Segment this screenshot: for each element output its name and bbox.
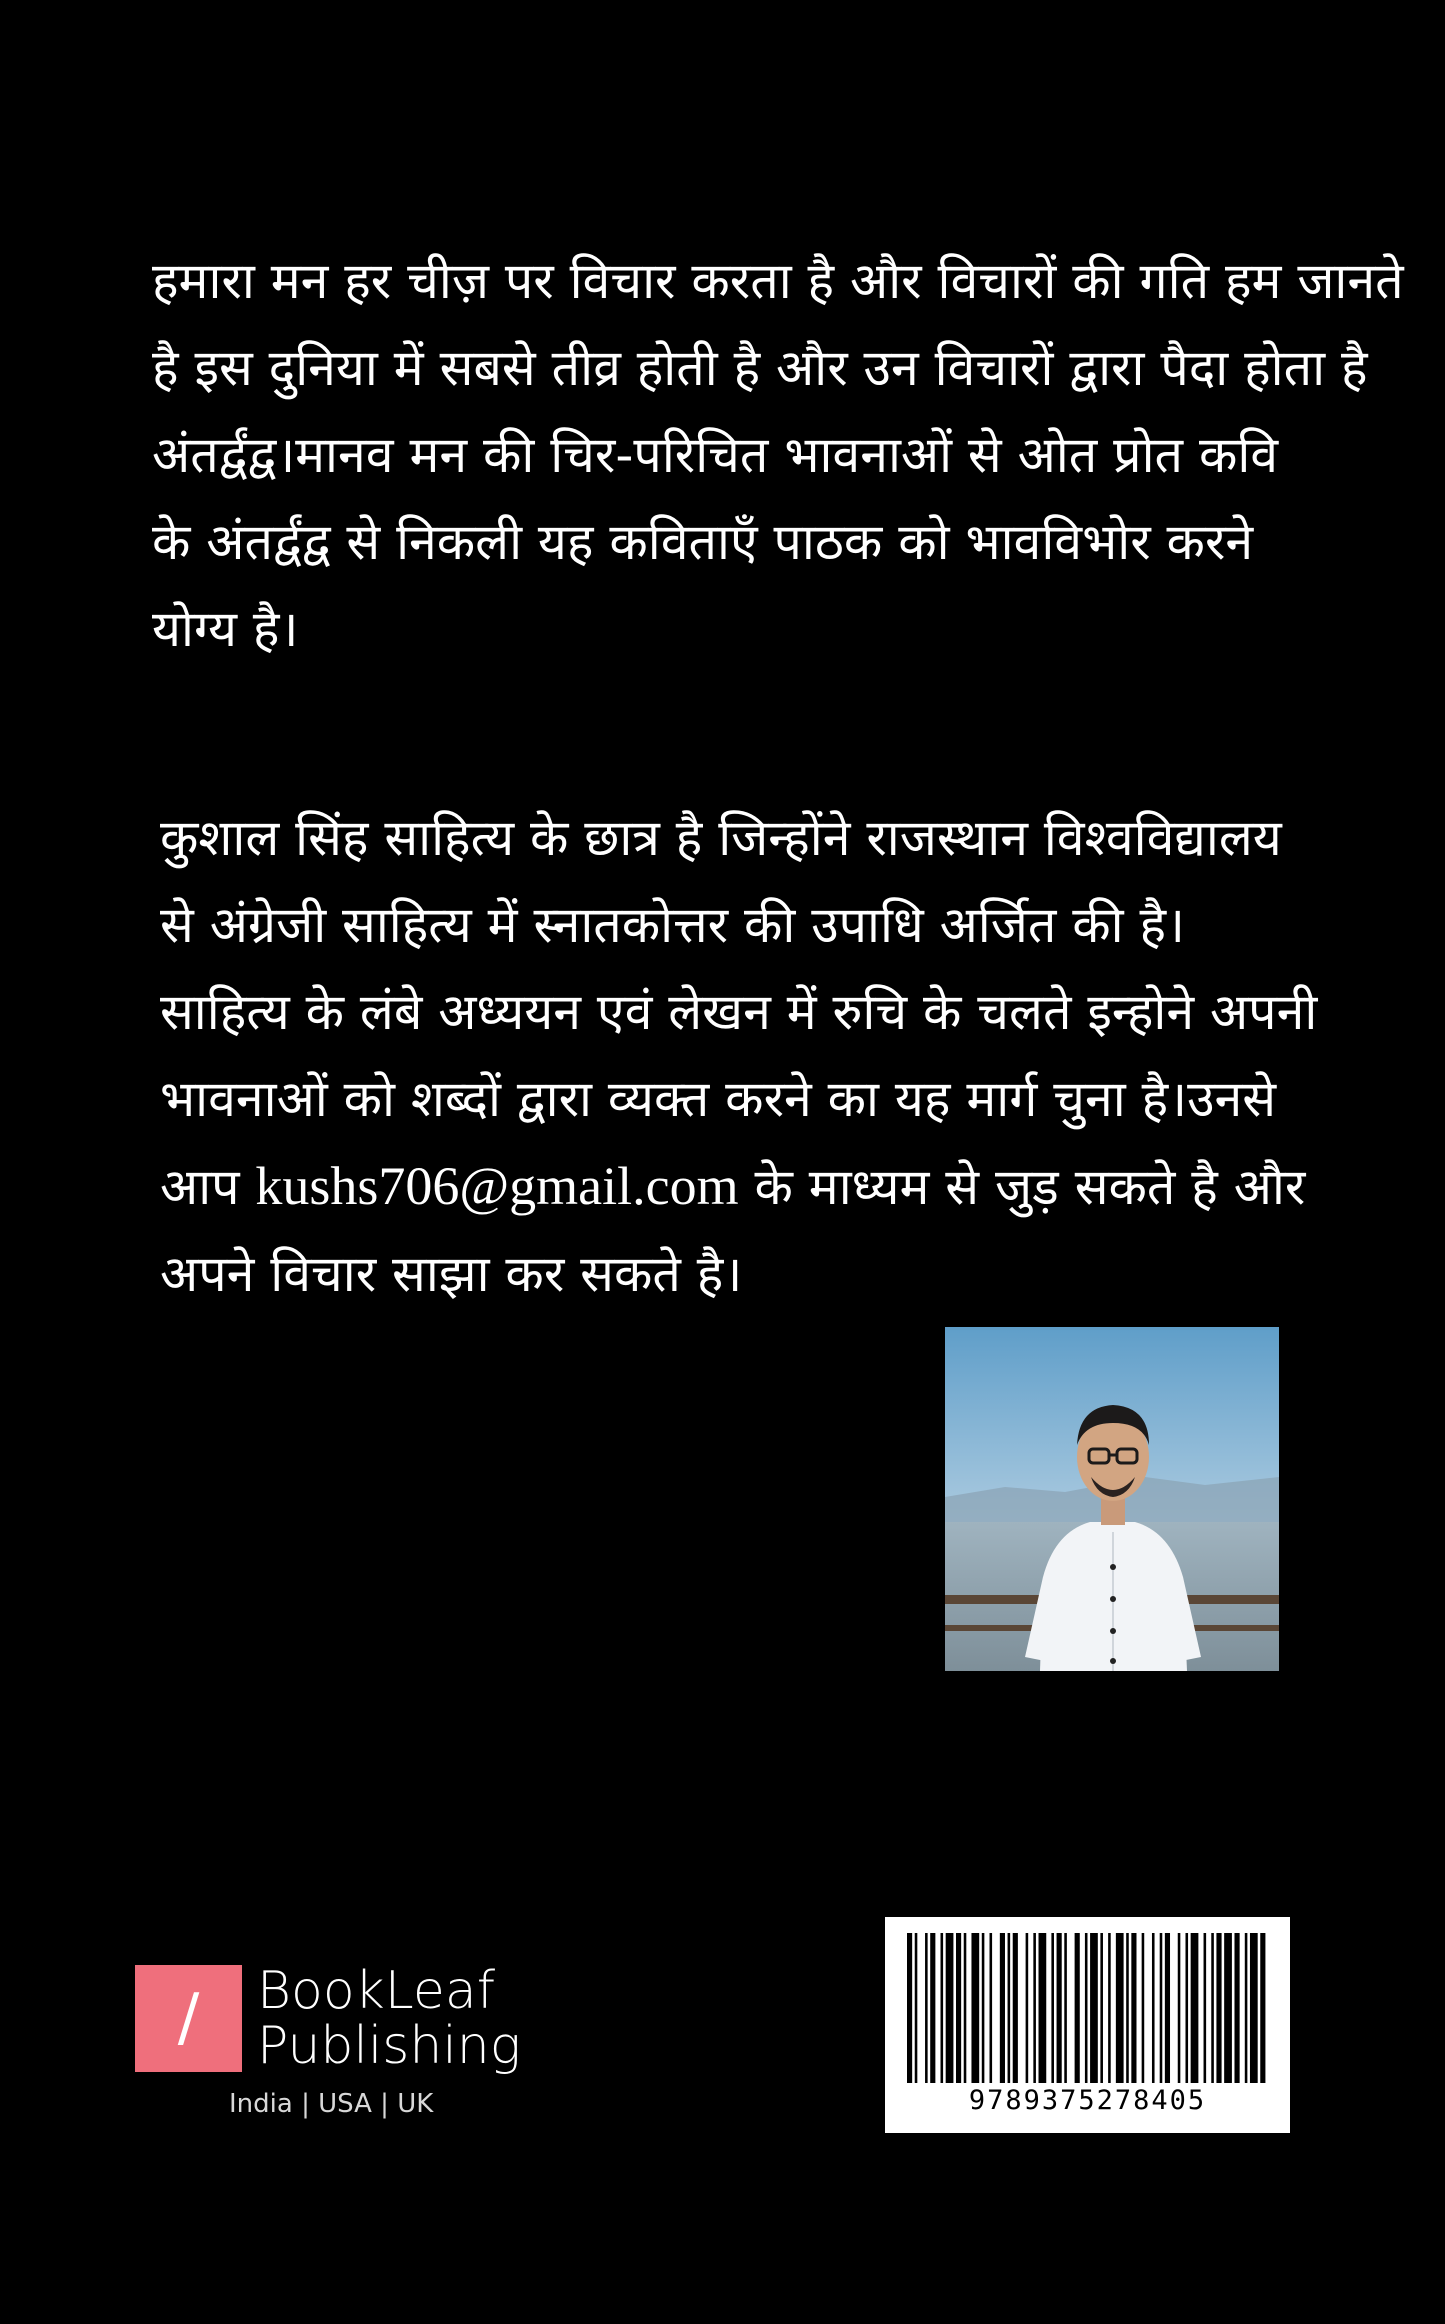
publisher-name-line1: BookLeaf xyxy=(257,1961,496,2021)
barcode-bars-icon xyxy=(907,1933,1268,2083)
isbn-number: 9789375278405 xyxy=(968,2085,1207,2116)
barcode-bar xyxy=(1178,1933,1181,2083)
barcode-bar xyxy=(1260,1933,1265,2083)
barcode-bar xyxy=(990,1933,993,2083)
barcode-bar xyxy=(1211,1933,1214,2083)
publisher-tagline: India | USA | UK xyxy=(229,2089,434,2119)
logo-slash-icon: / xyxy=(177,1981,200,2055)
barcode-bar xyxy=(964,1933,967,2083)
bio-line: अपने विचार साझा कर सकते है। xyxy=(160,1245,743,1303)
author-email: kushs706@gmail.com xyxy=(255,1156,739,1216)
barcode-bar xyxy=(1033,1933,1036,2083)
barcode-bar xyxy=(1039,1933,1047,2083)
barcode-bar xyxy=(1234,1933,1239,2083)
blurb-line: है इस दुनिया में सबसे तीव्र होती है और उन विचारों द्वारा पैदा होता है xyxy=(152,339,1368,397)
book-blurb xyxy=(152,238,1404,673)
barcode-bar xyxy=(1026,1933,1029,2083)
barcode-bar xyxy=(925,1933,928,2083)
blurb-line: अंतर्द्वंद्व।मानव मन की चिर-परिचित भावनाओं से ओत प्रोत कवि xyxy=(152,426,1279,484)
bio-line: साहित्य के लंबे अध्ययन एवं लेखन में रुचि के चलते इन्होने अपनी xyxy=(160,983,1318,1041)
barcode-bar xyxy=(946,1933,954,2083)
bio-line: भावनाओं को शब्दों द्वारा व्यक्त करने का यह मार्ग चुना है।उनसे xyxy=(160,1070,1277,1128)
barcode-bar xyxy=(1191,1933,1199,2083)
publisher-logo xyxy=(135,1963,565,2133)
barcode-bar xyxy=(1051,1933,1054,2083)
blurb-line: हमारा मन हर चीज़ पर विचार करता है और विचारों की गति हम जानते xyxy=(152,252,1404,310)
barcode-bar xyxy=(930,1933,935,2083)
barcode-bar xyxy=(1245,1933,1248,2083)
barcode-bar xyxy=(1108,1933,1111,2083)
barcode-bar xyxy=(1085,1933,1088,2083)
publisher-name-line2: Publishing xyxy=(257,2016,521,2076)
barcode-bar xyxy=(1160,1933,1163,2083)
blurb-line: योग्य है। xyxy=(152,600,299,658)
barcode-bar xyxy=(1013,1933,1018,2083)
barcode-bar xyxy=(1116,1933,1124,2083)
barcode-bar xyxy=(1090,1933,1098,2083)
logo-square xyxy=(135,1965,242,2072)
barcode-bar xyxy=(971,1933,979,2083)
bio-line: से अंग्रेजी साहित्य में स्नातकोत्तर की उपाधि अर्जित की है। xyxy=(160,896,1185,954)
barcode-bar xyxy=(915,1933,918,2083)
barcode-bar xyxy=(1152,1933,1155,2083)
barcode-bar xyxy=(1224,1933,1232,2083)
bio-contact-prefix: आप xyxy=(160,1158,256,1216)
bio-contact-suffix: के माध्यम से जुड़ सकते है और xyxy=(738,1158,1306,1216)
author-photo xyxy=(945,1327,1279,1671)
barcode-bar xyxy=(907,1933,912,2083)
barcode-bar xyxy=(1100,1933,1103,2083)
barcode-bar xyxy=(1000,1933,1005,2083)
bio-line: कुशाल सिंह साहित्य के छात्र है जिन्होंने राजस्थान विश्वविद्यालय xyxy=(160,809,1282,867)
barcode-bar xyxy=(941,1933,944,2083)
author-bio xyxy=(160,795,1318,1318)
barcode-bar xyxy=(956,1933,961,2083)
barcode-bar xyxy=(1165,1933,1170,2083)
barcode-bar xyxy=(1075,1933,1080,2083)
barcode-bar xyxy=(1057,1933,1062,2083)
barcode-bar xyxy=(1250,1933,1258,2083)
bio-line-contact xyxy=(160,1143,1306,1231)
barcode-bar xyxy=(1126,1933,1129,2083)
barcode-bar xyxy=(1204,1933,1207,2083)
barcode-bar xyxy=(1142,1933,1145,2083)
barcode-bar xyxy=(1216,1933,1221,2083)
barcode-bar xyxy=(1131,1933,1136,2083)
barcode-bar xyxy=(1064,1933,1067,2083)
barcode-bar xyxy=(1008,1933,1011,2083)
barcode-bar xyxy=(982,1933,985,2083)
isbn-barcode xyxy=(885,1917,1290,2133)
barcode-bar xyxy=(1185,1933,1188,2083)
blurb-line: के अंतर्द्वंद्व से निकली यह कविताएँ पाठक को भावविभोर करने xyxy=(152,513,1254,571)
author-portrait-icon xyxy=(945,1327,1279,1671)
